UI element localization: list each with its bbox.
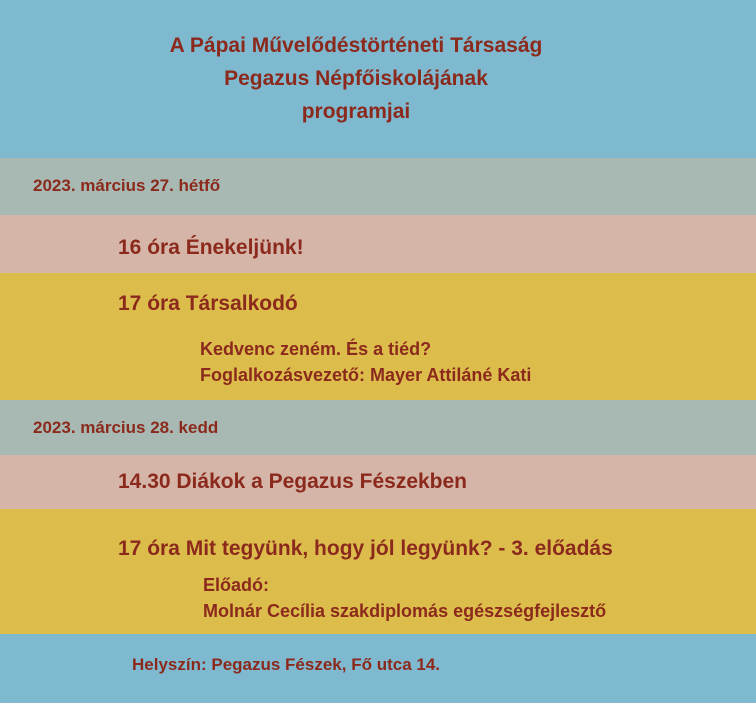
day-date: 2023. március 27. hétfő [33,176,221,195]
day-date: 2023. március 28. kedd [33,418,219,437]
event-title: 17 óra Mit tegyünk, hogy jól legyünk? - 3. előadás [118,537,613,560]
event-row [0,509,756,634]
event-row [0,455,756,509]
programs-title: programjai [301,100,411,123]
event-title: 17 óra Társalkodó [118,292,298,315]
event-detail: Molnár Cecília szakdiplomás egészségfejlesztő [203,601,607,621]
day-header-1 [0,158,756,215]
day-header-2 [0,400,756,455]
event-detail: Kedvenc zeném. És a tiéd? [200,339,432,359]
event-row [0,273,756,400]
event-detail: Előadó: [203,575,269,595]
event-title: 14.30 Diákok a Pegazus Fészekben [118,470,468,493]
org-title: A Pápai Művelődéstörténeti Társaság [169,34,543,57]
event-detail: Foglalkozásvezető: Mayer Attiláné Kati [200,365,532,385]
location-text: Helyszín: Pegazus Fészek, Fő utca 14. [132,655,441,674]
event-title: 16 óra Énekeljünk! [118,236,304,259]
school-title: Pegazus Népfőiskolájának [224,67,488,90]
footer-band [0,634,756,703]
event-row [0,215,756,273]
header-band [0,0,756,158]
